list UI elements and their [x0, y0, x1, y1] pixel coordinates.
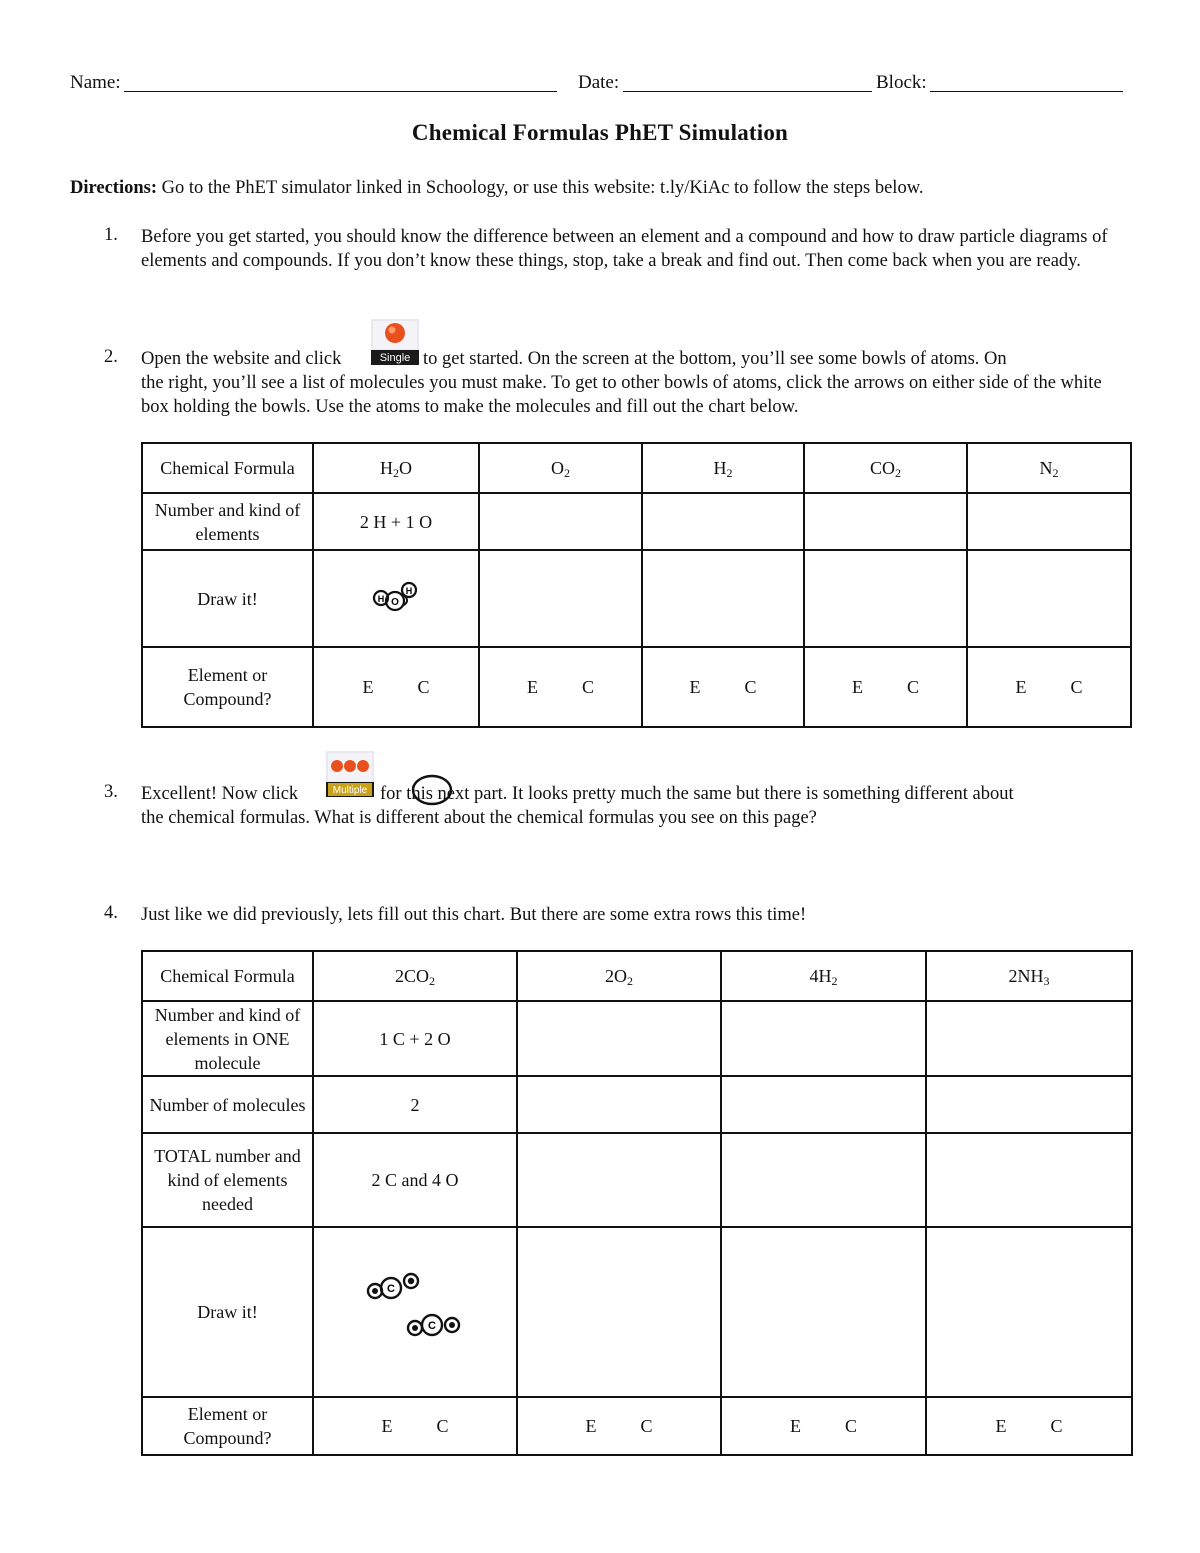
step-4-text: Just like we did previously, lets fill out this chart. But there are some extra rows this time! [141, 905, 807, 925]
element-choice[interactable]: E C [517, 1397, 721, 1455]
answer-cell[interactable] [517, 1133, 721, 1227]
directions [70, 176, 1130, 200]
element-choice[interactable]: E C [313, 647, 479, 727]
multiple-button[interactable] [326, 751, 374, 797]
name-field[interactable] [124, 91, 557, 92]
multiple-button-label: Multiple [332, 785, 368, 796]
element-choice[interactable]: E C [926, 1397, 1132, 1455]
example-molecules: 2 [313, 1076, 517, 1133]
formula-o2: $O_2$ [479, 443, 642, 493]
name-label: Name: [70, 72, 121, 93]
step-2-rest: the right, you’ll see a list of molecules you must make. To get to other bowls of atoms, click the arrows on either side of the white box holding the bowls. Use the atoms to make the molecules and fill out the chart below. [141, 373, 1102, 417]
co2-drawing [313, 1227, 517, 1397]
co2-molecules-sketch [345, 1249, 485, 1369]
formula-4h2: $4H_2$ [721, 951, 926, 1001]
chart-multiple [141, 950, 1133, 1456]
single-button-label: Single [379, 352, 411, 364]
formula-2nh3: $2NH_3$ [926, 951, 1132, 1001]
page-title: Chemical Formulas PhET Simulation [411, 120, 789, 145]
answer-cell[interactable] [926, 1133, 1132, 1227]
directions-text: Go to the PhET simulator linked in Schoology, or use this website: t.ly/KiAc to follow the steps below. [161, 178, 924, 198]
answer-cell[interactable] [642, 493, 804, 550]
formula-2o2: $2O_2$ [517, 951, 721, 1001]
step-2-number: 2. [104, 347, 118, 367]
answer-cell[interactable] [926, 1076, 1132, 1133]
svg-text:H: H [405, 585, 413, 596]
element-choice[interactable]: E C [721, 1397, 926, 1455]
element-choice[interactable]: E C [804, 647, 967, 727]
answer-cell[interactable] [967, 550, 1131, 647]
example-total: 2 C and 4 O [313, 1133, 517, 1227]
step-3-rest: the chemical formulas. What is different about the chemical formulas you see on this page? [141, 808, 817, 828]
step-1-number: 1. [104, 225, 118, 245]
svg-text:C: C [428, 1320, 436, 1332]
answer-cell[interactable] [517, 1076, 721, 1133]
row-label-element: Element or Compound? [142, 1397, 313, 1455]
row-label-formula: Chemical Formula [142, 951, 313, 1001]
step-3-number: 3. [104, 782, 118, 802]
circle-annotation [410, 773, 454, 807]
answer-cell[interactable] [967, 493, 1131, 550]
answer-cell[interactable] [721, 1076, 926, 1133]
row-label-number: Number and kind of elements [142, 493, 313, 550]
answer-cell[interactable] [721, 1001, 926, 1076]
answer-cell[interactable] [721, 1133, 926, 1227]
svg-text:C: C [387, 1283, 395, 1295]
directions-label: Directions: [70, 178, 157, 198]
step-3-pre: Excellent! Now click [141, 784, 299, 804]
date-field[interactable] [623, 91, 872, 92]
svg-text:H: H [377, 593, 385, 604]
single-button[interactable] [371, 319, 419, 365]
block-field[interactable] [930, 91, 1123, 92]
answer-cell[interactable] [479, 493, 642, 550]
element-choice[interactable]: E C [313, 1397, 517, 1455]
h2o-drawing [313, 550, 479, 647]
h2o-molecule-sketch [366, 576, 426, 616]
row-label-total: TOTAL number and kind of elements needed [142, 1133, 313, 1227]
formula-co2: $CO_2$ [804, 443, 967, 493]
answer-cell[interactable] [721, 1227, 926, 1397]
row-label-element: Element or Compound? [142, 647, 313, 727]
step-4-number: 4. [104, 903, 118, 923]
svg-text:O: O [391, 596, 399, 608]
row-label-formula: Chemical Formula [142, 443, 313, 493]
row-label-number: Number and kind of elements in ONE molecule [142, 1001, 313, 1076]
answer-cell[interactable] [926, 1001, 1132, 1076]
element-choice[interactable]: E C [642, 647, 804, 727]
answer-cell[interactable] [804, 493, 967, 550]
answer-cell[interactable] [517, 1001, 721, 1076]
answer-cell[interactable] [517, 1227, 721, 1397]
answer-cell[interactable] [642, 550, 804, 647]
step-2-post: to get started. On the screen at the bottom, you’ll see some bowls of atoms. On [423, 349, 1007, 369]
chart-single [141, 442, 1132, 728]
date-label: Date: [578, 72, 620, 93]
step-1-text: Before you get started, you should know the difference between an element and a compound and how to draw particle diagrams of elements and compounds. If you don’t know these things, stop, take a break and find out. Then come back when you are ready. [141, 227, 1108, 271]
step-2-pre: Open the website and click [141, 349, 342, 369]
step-3-post: for this next part. It looks pretty much the same but there is something different about [380, 784, 1014, 804]
answer-cell[interactable] [479, 550, 642, 647]
formula-h2: $H_2$ [642, 443, 804, 493]
example-number: 2 H + 1 O [313, 493, 479, 550]
row-label-draw: Draw it! [142, 1227, 313, 1397]
element-choice[interactable]: E C [479, 647, 642, 727]
block-label: Block: [876, 72, 927, 93]
formula-h2o: $H_2O$ [313, 443, 479, 493]
row-label-molecules: Number of molecules [142, 1076, 313, 1133]
example-number: 1 C + 2 O [313, 1001, 517, 1076]
formula-2co2: $2CO_2$ [313, 951, 517, 1001]
answer-cell[interactable] [804, 550, 967, 647]
element-choice[interactable]: E C [967, 647, 1131, 727]
formula-n2: $N_2$ [967, 443, 1131, 493]
row-label-draw: Draw it! [142, 550, 313, 647]
answer-cell[interactable] [926, 1227, 1132, 1397]
